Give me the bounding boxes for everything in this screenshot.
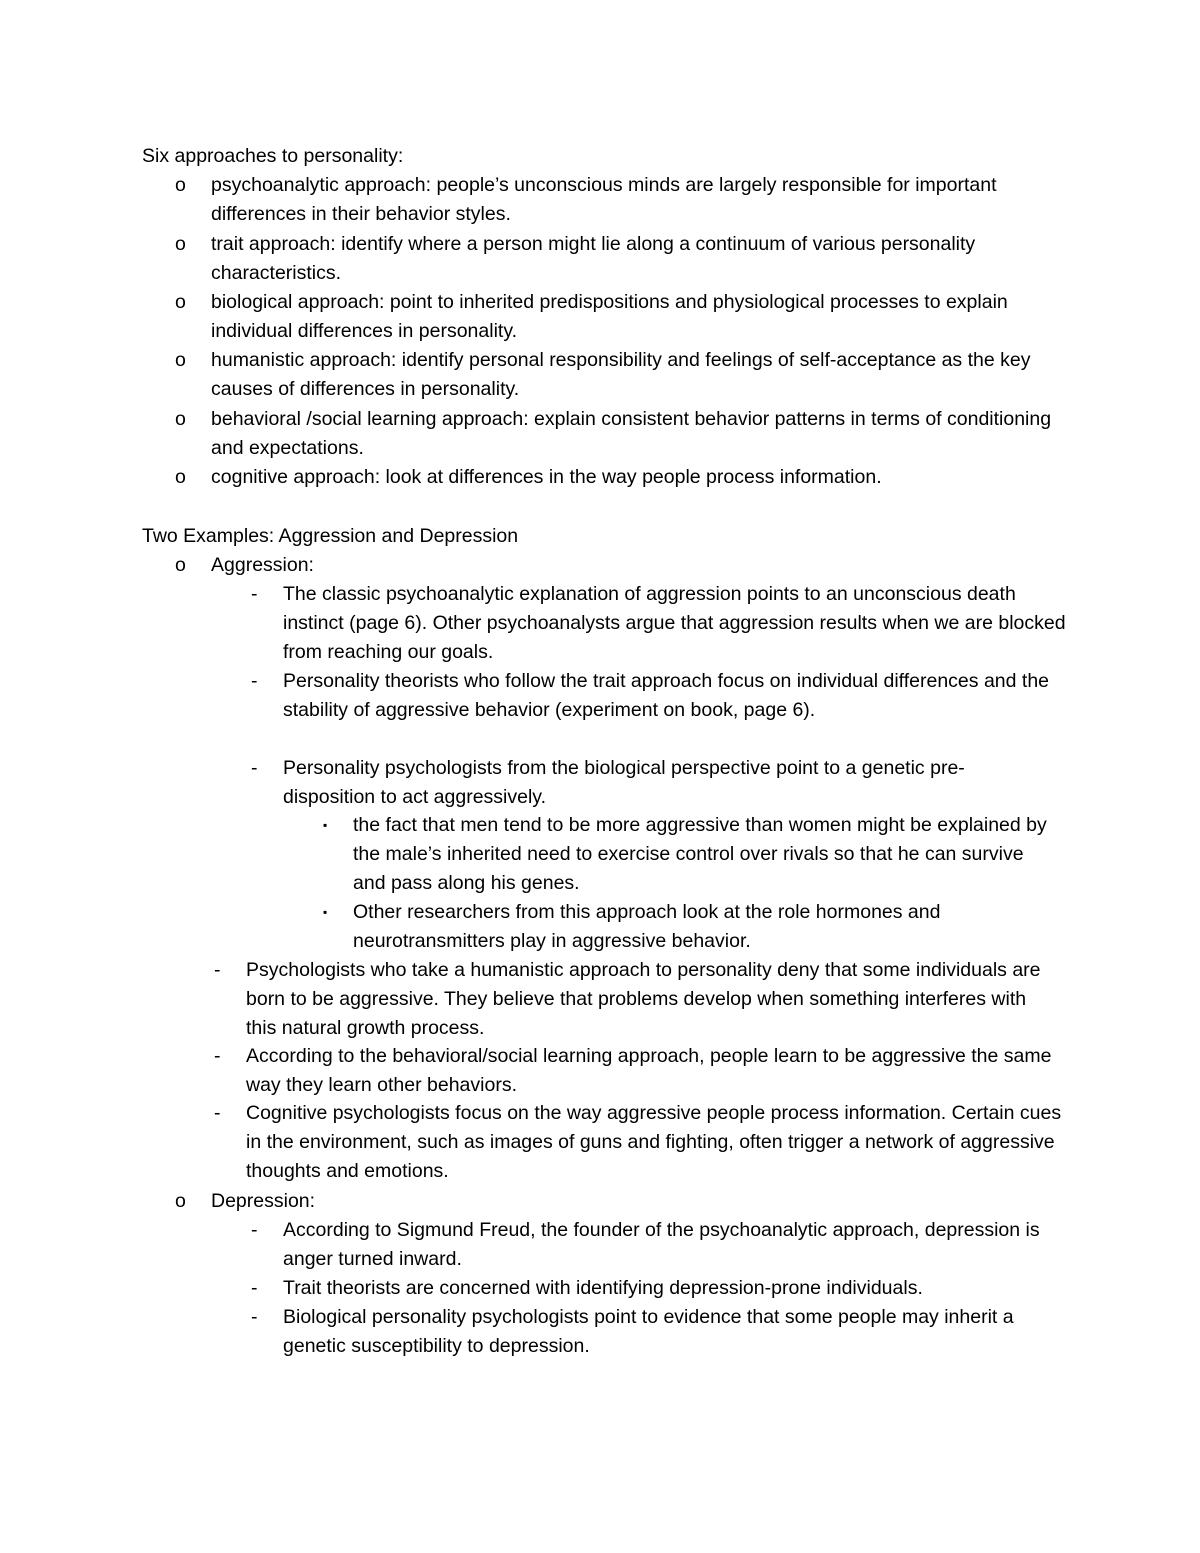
- list-item: [214, 956, 1061, 1043]
- bullet-marker: o: [175, 554, 186, 576]
- list-item: [214, 1099, 1076, 1186]
- sub-list-item: [323, 811, 1053, 898]
- section-heading-examples: Two Examples: Aggression and Depression: [142, 525, 519, 547]
- section-heading-approaches: Six approaches to personality:: [142, 145, 404, 167]
- list-item-text: behavioral /social learning approach: explain consistent behavior patterns in terms of conditioning and expectations.: [211, 408, 1052, 459]
- aggression-label: o Aggression:: [211, 551, 611, 580]
- bullet-marker: o: [175, 291, 186, 313]
- dash-marker: -: [251, 1219, 258, 1241]
- bullet-marker: o: [175, 349, 186, 371]
- bullet-marker: o: [175, 408, 186, 430]
- list-item-text: According to Sigmund Freud, the founder of the psychoanalytic approach, depression is anger turned inward.: [283, 1219, 1040, 1270]
- dash-marker: -: [214, 1045, 221, 1067]
- list-item: [251, 667, 1053, 725]
- list-item: [251, 754, 1053, 812]
- list-item-text: the fact that men tend to be more aggressive than women might be explained by the male’s inherited need to exercise control over rivals so that he can survive and pass along his genes.: [353, 814, 1047, 894]
- bullet-marker: o: [175, 233, 186, 255]
- dash-marker: -: [214, 959, 221, 981]
- bullet-marker: o: [175, 174, 186, 196]
- dash-marker: -: [251, 757, 258, 779]
- list-item-text: trait approach: identify where a person might lie along a continuum of various personality characteristics.: [211, 233, 976, 284]
- list-item: [175, 171, 1061, 229]
- list-item-text: Trait theorists are concerned with identifying depression-prone individuals.: [283, 1277, 923, 1299]
- list-item-text: Other researchers from this approach look at the role hormones and neurotransmitters play in aggressive behavior.: [353, 901, 941, 952]
- list-item-text: Personality theorists who follow the trait approach focus on individual differences and the stability of aggressive behavior (experiment on book, page 6).: [283, 670, 1050, 721]
- list-item: [175, 405, 1061, 463]
- list-item-text: Psychologists who take a humanistic approach to personality deny that some individuals are born to be aggressive. They believe that problems develop when something interferes with this natural growth process.: [246, 959, 1041, 1039]
- list-item-text: According to the behavioral/social learning approach, people learn to be aggressive the same way they learn other behaviors.: [246, 1045, 1052, 1096]
- dash-marker: -: [251, 670, 258, 692]
- bullet-marker: o: [175, 466, 186, 488]
- dash-marker: -: [251, 583, 258, 605]
- list-item-text: humanistic approach: identify personal responsibility and feelings of self-acceptance as the key causes of differences in personality.: [211, 349, 1031, 400]
- list-item: [251, 1303, 1053, 1361]
- list-item: [175, 288, 1061, 346]
- depression-label: o Depression:: [211, 1187, 611, 1216]
- square-bullet-marker: ▪: [323, 818, 328, 832]
- list-item-text: biological approach: point to inherited predispositions and physiological processes to explain individual differences in personality.: [211, 291, 1008, 342]
- list-item: [251, 1216, 1043, 1274]
- sub-list-item: [323, 898, 1053, 956]
- list-item-text: cognitive approach: look at differences in the way people process information.: [211, 466, 882, 488]
- list-item: [175, 230, 1001, 288]
- list-item-text: The classic psychoanalytic explanation of aggression points to an unconscious death instinct (page 6). Other psychoanalysts argue that aggression results when we are blocked from reaching our goals.: [283, 583, 1066, 663]
- list-item: [214, 1042, 1076, 1100]
- list-item: [175, 463, 1091, 492]
- list-item-text: Biological personality psychologists point to evidence that some people may inherit a genetic susceptibility to depression.: [283, 1306, 1014, 1357]
- list-item-text: Personality psychologists from the biological perspective point to a genetic pre-disposition to act aggressively.: [283, 757, 965, 808]
- bullet-marker: o: [175, 1190, 186, 1212]
- list-item: [175, 346, 1071, 404]
- list-item-text: psychoanalytic approach: people’s unconscious minds are largely responsible for important differences in their behavior styles.: [211, 174, 997, 225]
- dash-marker: -: [251, 1277, 258, 1299]
- list-item-text: Cognitive psychologists focus on the way aggressive people process information. Certain cues in the environment, such as images of guns and fighting, often trigger a network of aggressive thoughts and emotions.: [246, 1102, 1062, 1182]
- dash-marker: -: [214, 1102, 221, 1124]
- list-item: [251, 1274, 1083, 1303]
- dash-marker: -: [251, 1306, 258, 1328]
- square-bullet-marker: ▪: [323, 905, 328, 919]
- list-item: [251, 580, 1073, 667]
